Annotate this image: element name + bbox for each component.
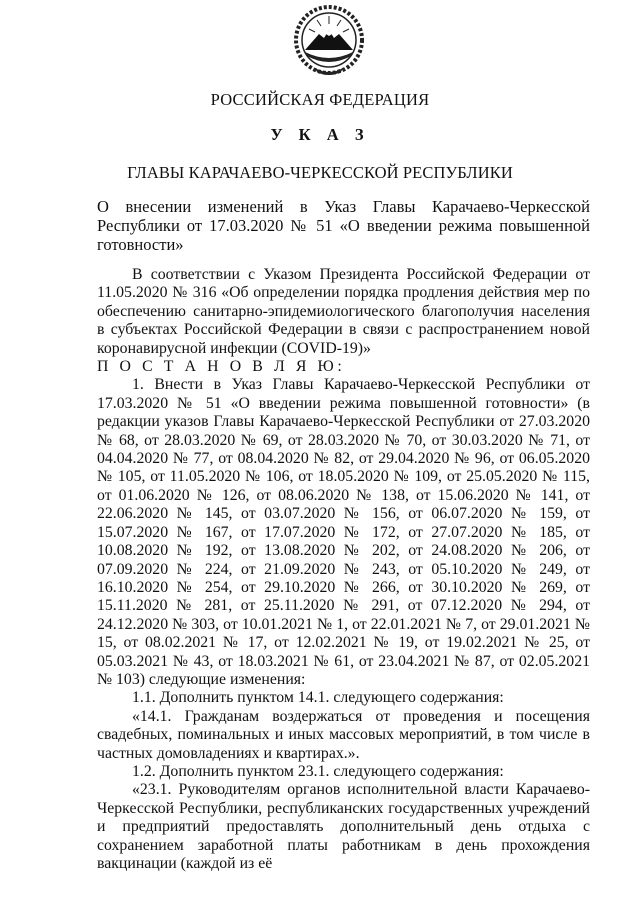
item-1-2-paragraph: 1.2. Дополнить пунктом 23.1. следующего содержания:: [132, 762, 504, 780]
item-1-2-text-paragraph: «23.1. Руководителям органов исполнительной власти Карачаево-Черкесской Республики, республиканских государственных учреждений и предприятий предоставлять дополнительный день отдыха с сохранением заработной платы работникам в день прохождения вакцинации (каждой из её: [97, 781, 590, 872]
issuer-heading: ГЛАВЫ КАРАЧАЕВО-ЧЕРКЕССКОЙ РЕСПУБЛИКИ: [127, 163, 513, 182]
preamble-paragraph: В соответствии с Указом Президента Российской Федерации от 11.05.2020 № 316 «Об определении порядка продления действия мер по обеспечению санитарно-эпидемиологического благополучия населения в субъектах Российской Федерации в связи с распространением новой коронавирусной инфекции (COVID-19)»: [97, 266, 590, 357]
item-1-1-paragraph: 1.1. Дополнить пунктом 14.1. следующего содержания:: [132, 689, 504, 707]
decree-word: П О С Т А Н О В Л Я Ю:: [97, 358, 346, 376]
item-1-1-text-paragraph: «14.1. Гражданам воздержаться от проведения и посещения свадебных, поминальных и иных массовых мероприятий, в том числе в частных домовладениях и квартирах.».: [97, 707, 590, 762]
document-body: [97, 266, 590, 873]
document-type-heading: У К А З: [270, 125, 370, 144]
country-heading: РОССИЙСКАЯ ФЕДЕРАЦИЯ: [210, 90, 430, 109]
item-1-paragraph: 1. Внести в Указ Главы Карачаево-Черкесской Республики от 17.03.2020 № 51 «О введении режима повышенной готовности» (в редакции указов Главы Карачаево-Черкесской Республики от 27.03.2020 № 68, от 28.03.2020 № 69, от 28.03.2020 № 70, от 30.03.2020 № 71, от 04.04.2020 № 77, от 08.04.2020 № 82, от 29.04.2020 № 96, от 06.05.2020 № 105, от 11.05.2020 № 106, от 18.05.2020 № 109, от 25.05.2020 № 115, от 01.06.2020 № 126, от 08.06.2020 № 138, от 15.06.2020 № 141, от 22.06.2020 № 145, от 03.07.2020 № 156, от 06.07.2020 № 159, от 15.07.2020 № 167, от 17.07.2020 № 172, от 27.07.2020 № 185, от 10.08.2020 № 192, от 13.08.2020 № 202, от 24.08.2020 № 206, от 07.09.2020 № 224, от 21.09.2020 № 243, от 05.10.2020 № 249, от 16.10.2020 № 254, от 29.10.2020 № 266, от 30.10.2020 № 269, от 15.11.2020 № 281, от 25.11.2020 № 291, от 07.12.2020 № 294, от 24.12.2020 № 303, от 10.01.2021 № 1, от 22.01.2021 № 7, от 29.01.2021 № 15, от 08.02.2021 № 17, от 12.02.2021 № 19, от 19.02.2021 № 25, от 05.03.2021 № 43, от 18.03.2021 № 61, от 23.04.2021 № 87, от 02.05.2021 № 103) следующие изменения:: [97, 376, 590, 688]
document-title: О внесении изменений в Указ Главы Карачаево-Черкесской Республики от 17.03.2020 № 51 «О введении режима повышенной готовности»: [97, 197, 590, 254]
coat-of-arms-emblem-icon: [293, 4, 365, 78]
